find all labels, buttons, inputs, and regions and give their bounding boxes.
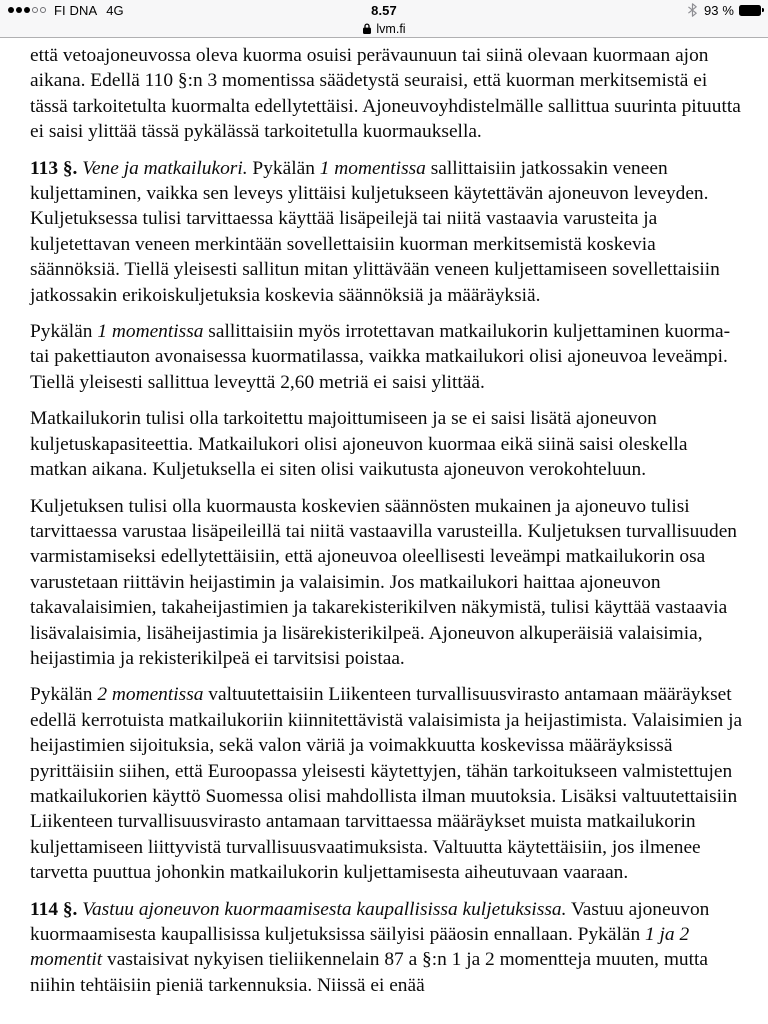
- clock-label: 8.57: [371, 3, 397, 18]
- status-row: [0, 0, 768, 20]
- text-run: Vene ja matkailukori.: [77, 157, 248, 179]
- text-run: Kuljetuksen tulisi olla kuormausta koskevien säännösten mukainen ja ajoneuvo tulisi tarvittaessa varustaa lisäpeileillä tai niitä vastaavilla varusteilla. Kuljetuksen turvallisuuden varmistamiseksi edellytettäisiin, että ajoneuvoa oleellisesti leveämpi matkailukorin osa varustetaan riittävin heijastimin ja valaisimin. Jos matkailukori haittaa ajoneuvon takavalaisimien, takaheijastimien ja takarekisterikilven näkymistä, tulisi käyttää vastaavia lisävalaisimia, lisäheijastimia ja lisärekisterikilpeä. Ajoneuvon alkuperäisiä valaisimia, heijastimia ja rekisterikilpeä ei tarvitsisi poistaa.: [30, 495, 737, 669]
- document-paragraph: [30, 156, 746, 308]
- text-run: sallittaisiin myös irrotettavan matkailukorin kuljettaminen kuorma- tai pakettiauton avonaisessa kuormatilassa, vaikka matkailukori olisi ajoneuvoa leveämpi. Tiellä yleisesti sallittua leveyttä 2,60 metriä ei saisi ylittää.: [30, 321, 731, 393]
- url-domain-label: lvm.fi: [376, 21, 406, 36]
- text-run: Pykälän: [30, 321, 98, 343]
- text-run: 1 momentissa: [319, 157, 426, 179]
- text-run: Vastuu ajoneuvon kuormaamisesta kaupallisissa kuljetuksissa.: [77, 898, 567, 920]
- text-run: 1 momentissa: [97, 321, 204, 343]
- text-run: Pykälän: [30, 684, 98, 706]
- text-run: että vetoajoneuvossa oleva kuorma osuisi perävaunuun tai siinä olevaan kuormaan ajon aikana. Edellä 110 §:n 3 momentissa säädetystä seuraisi, että kuorman merkitsemistä ei tässä tarkoitetulta kuormalta edellytettäisi. Ajoneuvoyhdistelmälle sallittua suurinta pituutta ei saisi ylittää tässä pykälässä tarkoitetulla kuormauksella.: [30, 45, 741, 143]
- text-run: 1 ja 2 momentit: [30, 924, 690, 971]
- battery-percent-label: 93 %: [703, 2, 734, 18]
- lock-icon: [362, 22, 372, 35]
- document-paragraph: [30, 682, 746, 885]
- text-run: Matkailukorin tulisi olla tarkoitettu majoittumiseen ja se ei saisi lisätä ajoneuvon kuljetuskapasiteettia. Matkailukori olisi ajoneuvon kuormaa eikä siinä saisi oleskella matkan aikana. Kuljetuksella ei siten olisi vaikutusta ajoneuvon verokohteluun.: [30, 408, 688, 481]
- network-type-label: 4G: [106, 2, 124, 18]
- text-run: valtuutettaisiin Liikenteen turvallisuusvirasto antamaan määräykset edellä kerrotuista matkailukoriin kiinnitettävistä valaisimista ja heijastimista. Valaisimien ja heijastimien sijoituksia, sekä valon väriä ja voimakkuutta koskevissa määräyksissä pyrittäisiin siihen, että Euroopassa yleisesti käytettyjen, tähän tarkoitukseen valmistettujen matkailukorien käyttö Suomessa olisi mahdollista ilman muutoksia. Lisäksi valtuutettaisiin Liikenteen turvallisuusvirasto antamaan tarvittaessa määräykset muista matkailukorin kuljettamiseen liittyvistä turvallisuusvaatimuksista. Valtuutta käytettäisiin, jos ilmenee tarvetta puuttua johonkin matkailukorin kuljettamisesta aiheutuvaan vaaraan.: [30, 684, 743, 884]
- text-run: vastaisivat nykyisen tieliikennelain 87 a §:n 1 ja 2 momentteja muuten, mutta niihin tehtäisiin pieniä tarkennuksia. Niissä ei enää: [30, 949, 708, 996]
- url-bar[interactable]: [0, 20, 768, 37]
- status-bar: [0, 0, 768, 38]
- document-body: [30, 43, 746, 998]
- text-run: sallittaisiin jatkossakin veneen kuljettaminen, vaikka sen leveys ylittäisi kuljetukseen käytettävän ajoneuvon leveyden. Kuljetuksessa tulisi tarvittaessa käyttää lisäpeilejä tai niitä vastaavia varusteita ja kuljetettavan veneen merkintään sovellettaisiin kuorman merkitsemistä koskevia säännöksiä. Tiellä yleisesti sallitun mitan ylittävään veneen kuljettamiseen sovellettaisiin jatkossakin erikoiskuljetuksia koskevia säännöksiä ja määräyksiä.: [30, 157, 720, 306]
- carrier-label: FI DNA: [54, 2, 98, 18]
- text-run: 114 §.: [30, 898, 78, 920]
- battery-icon: [739, 5, 761, 16]
- document-paragraph: [30, 319, 746, 395]
- document-paragraph: [30, 494, 746, 672]
- text-run: Pykälän: [247, 157, 320, 179]
- text-run: Vastuu ajoneuvon kuormaamisesta kaupallisissa kuljetuksissa säilyisi pääosin ennallaan. Pykälän: [30, 898, 710, 945]
- document-page: [0, 38, 768, 1023]
- document-paragraph: [30, 897, 746, 999]
- document-paragraph: [30, 406, 746, 482]
- status-right-cluster: [687, 0, 761, 20]
- document-paragraph: [30, 43, 746, 145]
- bluetooth-icon: [687, 3, 698, 17]
- text-run: 113 §.: [30, 157, 78, 179]
- text-run: 2 momentissa: [97, 684, 204, 706]
